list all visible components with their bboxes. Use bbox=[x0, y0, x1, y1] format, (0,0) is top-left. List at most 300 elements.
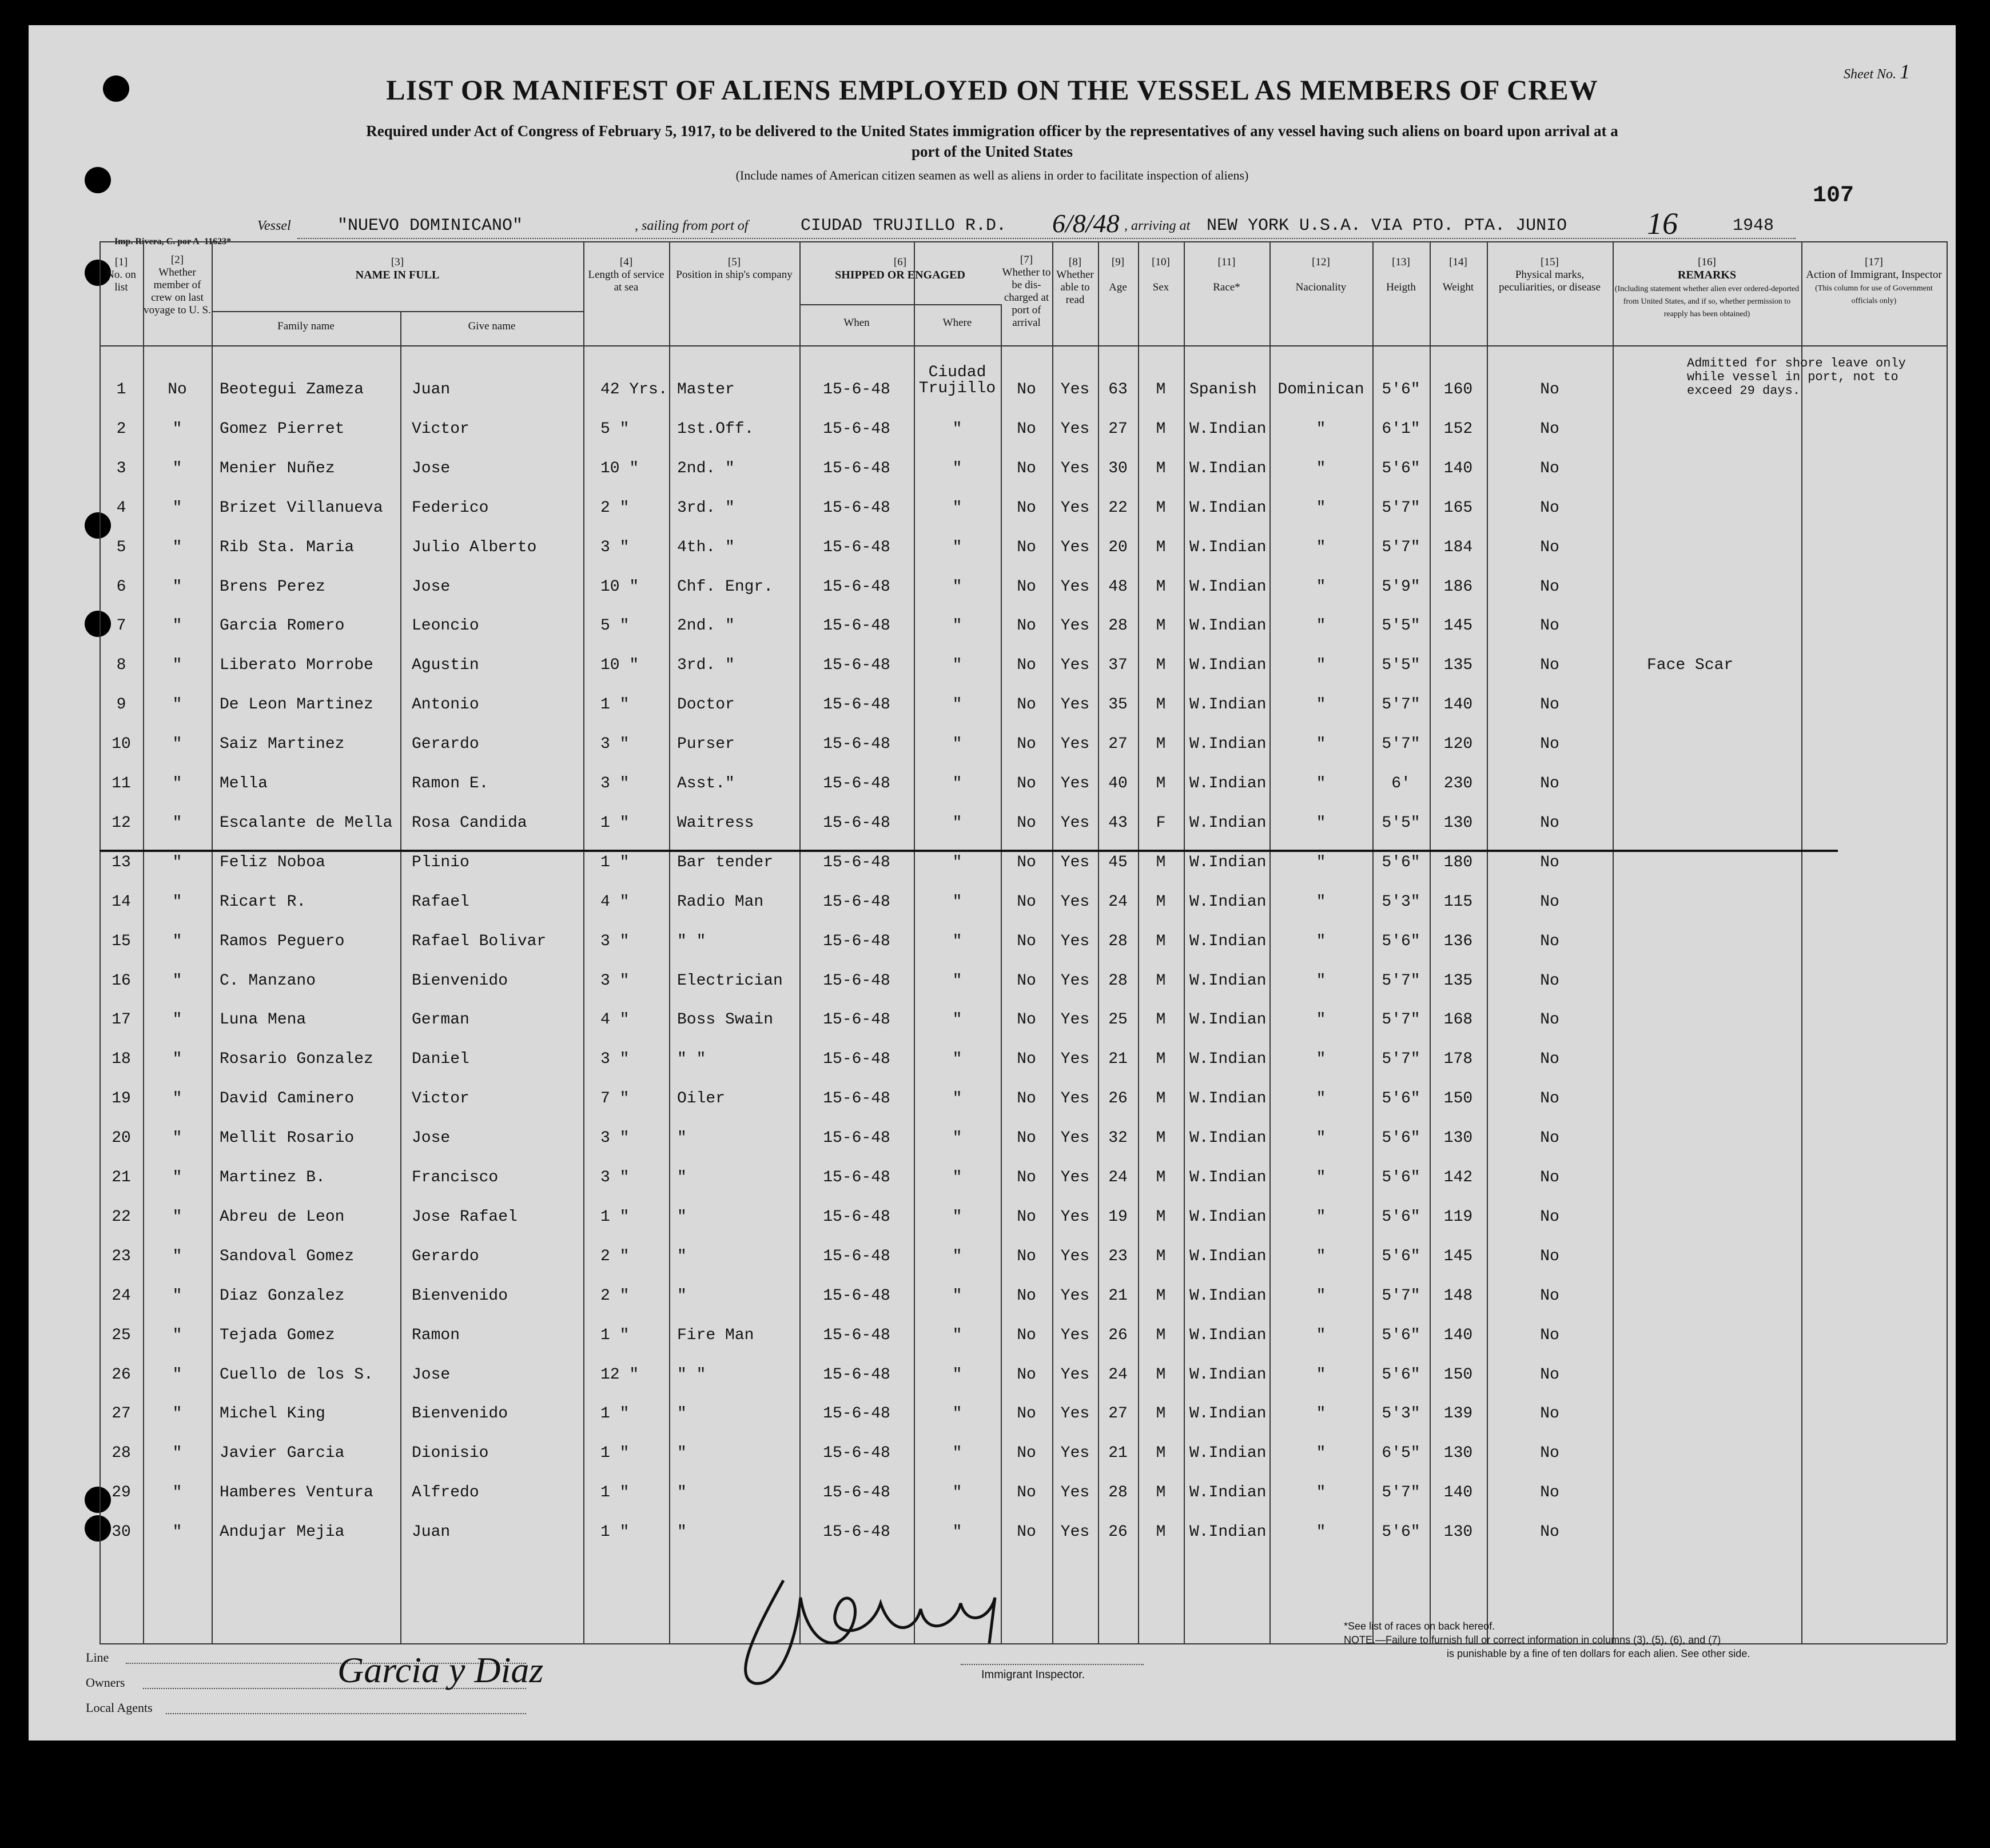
age-cell: 28 bbox=[1108, 1484, 1128, 1502]
nationality-cell: " bbox=[1316, 656, 1326, 675]
where-cell: Ciudad Trujillo bbox=[918, 364, 996, 397]
sex-cell: M bbox=[1156, 1208, 1166, 1226]
family-name-cell: Luna Mena bbox=[220, 1011, 307, 1029]
row-number: 17 bbox=[112, 1011, 131, 1029]
prev-voyage-cell: " bbox=[172, 1169, 182, 1186]
when-cell: 15-6-48 bbox=[823, 1169, 890, 1186]
given-name-cell: Jose Rafael bbox=[412, 1208, 518, 1226]
header-height: [13] Heigth bbox=[1386, 256, 1416, 293]
discharged-cell: No bbox=[1017, 932, 1036, 950]
height-cell: 5'7" bbox=[1382, 735, 1420, 754]
family-name-cell: Brizet Villanueva bbox=[220, 499, 383, 517]
table-row bbox=[29, 926, 1956, 960]
nationality-cell: " bbox=[1316, 1326, 1326, 1344]
vessel-name: "NUEVO DOMINICANO" bbox=[337, 216, 523, 236]
sex-cell: M bbox=[1156, 1169, 1166, 1186]
family-name-cell: De Leon Martinez bbox=[220, 696, 373, 714]
position-cell: Chf. Engr. bbox=[677, 578, 774, 596]
inspector-underline bbox=[961, 1664, 1144, 1665]
sex-cell: M bbox=[1156, 1484, 1166, 1502]
row-number: 11 bbox=[112, 775, 131, 792]
physical-marks-cell: No bbox=[1540, 1444, 1559, 1463]
service-cell: 1 " bbox=[600, 696, 630, 714]
discharged-cell: No bbox=[1017, 1247, 1036, 1265]
discharged-cell: No bbox=[1017, 459, 1036, 477]
read-cell: Yes bbox=[1060, 1208, 1090, 1226]
discharged-cell: No bbox=[1017, 1129, 1036, 1148]
discharged-cell: No bbox=[1017, 1287, 1036, 1305]
where-cell: " bbox=[952, 420, 962, 438]
row-number: 29 bbox=[112, 1484, 131, 1502]
given-name-cell: Daniel bbox=[412, 1050, 469, 1069]
given-name-cell: Jose bbox=[412, 1129, 451, 1148]
table-row bbox=[29, 1122, 1956, 1157]
nationality-cell: " bbox=[1316, 459, 1326, 477]
weight-cell: 140 bbox=[1443, 1484, 1473, 1502]
race-cell: W.Indian bbox=[1189, 538, 1267, 556]
read-cell: Yes bbox=[1060, 893, 1090, 911]
position-cell: 3rd. " bbox=[677, 499, 735, 517]
row-number: 13 bbox=[112, 853, 131, 871]
service-cell: 3 " bbox=[600, 775, 630, 792]
table-row bbox=[29, 453, 1956, 487]
service-cell: 1 " bbox=[600, 1208, 630, 1226]
given-name-cell: Jose bbox=[412, 578, 451, 596]
when-cell: 15-6-48 bbox=[823, 775, 890, 792]
service-cell: 10 " bbox=[600, 459, 639, 477]
height-cell: 5'7" bbox=[1382, 1050, 1420, 1069]
sex-cell: M bbox=[1156, 499, 1166, 517]
when-cell: 15-6-48 bbox=[823, 1050, 890, 1069]
physical-marks-cell: No bbox=[1540, 775, 1559, 792]
read-cell: Yes bbox=[1060, 1484, 1090, 1502]
weight-cell: 136 bbox=[1443, 932, 1473, 950]
given-name-cell: Victor bbox=[412, 420, 469, 438]
sheet-number: Sheet No. 1 bbox=[1844, 60, 1910, 83]
weight-cell: 184 bbox=[1443, 538, 1473, 556]
row-number: 1 bbox=[116, 381, 126, 399]
race-cell: W.Indian bbox=[1189, 1247, 1267, 1265]
where-cell: " bbox=[952, 617, 962, 635]
prev-voyage-cell: " bbox=[172, 1129, 182, 1148]
header-race: [11] Race* bbox=[1213, 256, 1240, 293]
age-cell: 19 bbox=[1108, 1208, 1128, 1226]
nationality-cell: " bbox=[1316, 696, 1326, 714]
where-cell: " bbox=[952, 814, 962, 832]
sex-cell: M bbox=[1156, 735, 1166, 754]
discharged-cell: No bbox=[1017, 578, 1036, 596]
age-cell: 35 bbox=[1108, 696, 1128, 714]
position-cell: " bbox=[677, 1405, 687, 1423]
race-cell: W.Indian bbox=[1189, 814, 1267, 832]
header-prev-voyage: [2] Whether member of crew on last voyage to U. S. bbox=[144, 254, 211, 316]
given-name-cell: Jose bbox=[412, 459, 451, 477]
row-number: 19 bbox=[112, 1090, 131, 1108]
weight-cell: 186 bbox=[1443, 578, 1473, 596]
where-cell: " bbox=[952, 656, 962, 675]
height-cell: 5'7" bbox=[1382, 1011, 1420, 1029]
age-cell: 32 bbox=[1108, 1129, 1128, 1148]
read-cell: Yes bbox=[1060, 1405, 1090, 1423]
where-cell: " bbox=[952, 893, 962, 911]
header-name: [3] NAME IN FULL bbox=[355, 256, 440, 281]
family-name-cell: Gomez Pierret bbox=[220, 420, 345, 438]
service-cell: 10 " bbox=[600, 656, 639, 675]
age-cell: 20 bbox=[1108, 538, 1128, 556]
height-cell: 5'6" bbox=[1382, 1169, 1420, 1186]
family-name-cell: Ricart R. bbox=[220, 893, 307, 911]
age-cell: 23 bbox=[1108, 1247, 1128, 1265]
family-name-cell: Feliz Noboa bbox=[220, 853, 325, 871]
age-cell: 27 bbox=[1108, 420, 1128, 438]
family-name-cell: Tejada Gomez bbox=[220, 1326, 335, 1344]
nationality-cell: " bbox=[1316, 1523, 1326, 1542]
given-name-cell: Julio Alberto bbox=[412, 538, 537, 556]
header-discharged: [7] Whether to be dis-charged at port of arrival bbox=[1002, 254, 1051, 329]
family-name-cell: Javier Garcia bbox=[220, 1444, 345, 1463]
physical-marks-cell: No bbox=[1540, 1405, 1559, 1423]
arriving-label: , arriving at bbox=[1124, 218, 1191, 233]
where-cell: " bbox=[952, 578, 962, 596]
physical-marks-cell: No bbox=[1540, 735, 1559, 754]
where-cell: " bbox=[952, 1090, 962, 1108]
vessel-underline bbox=[297, 238, 1796, 239]
read-cell: Yes bbox=[1060, 538, 1090, 556]
where-cell: " bbox=[952, 538, 962, 556]
height-cell: 5'6" bbox=[1382, 381, 1420, 399]
race-cell: W.Indian bbox=[1189, 1405, 1267, 1423]
position-cell: " bbox=[677, 1484, 687, 1502]
race-cell: W.Indian bbox=[1189, 1208, 1267, 1226]
weight-cell: 180 bbox=[1443, 853, 1473, 871]
race-cell: W.Indian bbox=[1189, 1011, 1267, 1029]
discharged-cell: No bbox=[1017, 1523, 1036, 1542]
given-name-cell: Ramon E. bbox=[412, 775, 489, 792]
service-cell: 3 " bbox=[600, 735, 630, 754]
family-name-cell: Brens Perez bbox=[220, 578, 325, 596]
weight-cell: 145 bbox=[1443, 617, 1473, 635]
row-strikethrough bbox=[100, 850, 1838, 852]
age-cell: 26 bbox=[1108, 1090, 1128, 1108]
age-cell: 24 bbox=[1108, 893, 1128, 911]
when-cell: 15-6-48 bbox=[823, 1208, 890, 1226]
weight-cell: 119 bbox=[1443, 1208, 1473, 1226]
when-cell: 15-6-48 bbox=[823, 893, 890, 911]
table-row bbox=[29, 650, 1956, 684]
age-cell: 48 bbox=[1108, 578, 1128, 596]
where-cell: " bbox=[952, 1208, 962, 1226]
header-sex: [10] Sex bbox=[1152, 256, 1170, 293]
sex-cell: M bbox=[1156, 420, 1166, 438]
given-name-cell: Agustin bbox=[412, 656, 479, 675]
subtitle-include: (Include names of American citizen seamen as well as aliens in order to facilitate inspection of aliens) bbox=[735, 168, 1249, 182]
position-cell: Oiler bbox=[677, 1090, 726, 1108]
race-cell: W.Indian bbox=[1189, 1090, 1267, 1108]
where-cell: " bbox=[952, 696, 962, 714]
header-service: [4] Length of service at sea bbox=[588, 256, 664, 293]
when-cell: 15-6-48 bbox=[823, 1090, 890, 1108]
family-name-cell: Mellit Rosario bbox=[220, 1129, 355, 1148]
sex-cell: M bbox=[1156, 1326, 1166, 1344]
when-cell: 15-6-48 bbox=[823, 735, 890, 754]
family-name-cell: Abreu de Leon bbox=[220, 1208, 345, 1226]
physical-marks-cell: No bbox=[1540, 1365, 1559, 1384]
sex-cell: M bbox=[1156, 1523, 1166, 1542]
race-cell: W.Indian bbox=[1189, 775, 1267, 792]
discharged-cell: No bbox=[1017, 656, 1036, 675]
family-name-cell: Garcia Romero bbox=[220, 617, 345, 635]
row-number: 26 bbox=[112, 1365, 131, 1384]
height-cell: 5'6" bbox=[1382, 1326, 1420, 1344]
service-cell: 3 " bbox=[600, 1169, 630, 1186]
read-cell: Yes bbox=[1060, 1247, 1090, 1265]
row-number: 18 bbox=[112, 1050, 131, 1069]
height-cell: 5'6" bbox=[1382, 1090, 1420, 1108]
when-cell: 15-6-48 bbox=[823, 578, 890, 596]
race-cell: W.Indian bbox=[1189, 1050, 1267, 1069]
table-row bbox=[29, 965, 1956, 999]
height-cell: 5'6" bbox=[1382, 1129, 1420, 1148]
height-cell: 5'3" bbox=[1382, 1405, 1420, 1423]
row-rule bbox=[100, 345, 1947, 346]
read-cell: Yes bbox=[1060, 814, 1090, 832]
physical-marks-cell: No bbox=[1540, 459, 1559, 477]
sex-cell: M bbox=[1156, 932, 1166, 950]
given-name-cell: Leoncio bbox=[412, 617, 479, 635]
row-number: 15 bbox=[112, 932, 131, 950]
physical-marks-cell: No bbox=[1540, 971, 1559, 990]
family-name-cell: Ramos Peguero bbox=[220, 932, 345, 950]
weight-cell: 150 bbox=[1443, 1090, 1473, 1108]
service-cell: 1 " bbox=[600, 1484, 630, 1502]
where-cell: " bbox=[952, 853, 962, 871]
physical-marks-cell: No bbox=[1540, 381, 1559, 399]
vessel-label: Vessel bbox=[257, 218, 291, 233]
age-cell: 28 bbox=[1108, 971, 1128, 990]
weight-cell: 139 bbox=[1443, 1405, 1473, 1423]
physical-marks-cell: No bbox=[1540, 1247, 1559, 1265]
sex-cell: M bbox=[1156, 578, 1166, 596]
prev-voyage-cell: " bbox=[172, 499, 182, 517]
given-name-cell: Dionisio bbox=[412, 1444, 489, 1463]
discharged-cell: No bbox=[1017, 617, 1036, 635]
nationality-cell: " bbox=[1316, 578, 1326, 596]
race-cell: W.Indian bbox=[1189, 459, 1267, 477]
weight-cell: 140 bbox=[1443, 459, 1473, 477]
age-cell: 21 bbox=[1108, 1287, 1128, 1305]
nationality-cell: " bbox=[1316, 1365, 1326, 1384]
sex-cell: M bbox=[1156, 775, 1166, 792]
local-agents-handwriting: Garcia y Diaz bbox=[337, 1650, 544, 1690]
service-cell: 3 " bbox=[600, 971, 630, 990]
read-cell: Yes bbox=[1060, 1444, 1090, 1463]
imprint: Imp. Rivera, C. por A -11623* bbox=[114, 237, 232, 246]
weight-cell: 130 bbox=[1443, 814, 1473, 832]
row-number: 4 bbox=[116, 499, 126, 517]
owners-label: Owners bbox=[86, 1675, 125, 1690]
position-cell: 3rd. " bbox=[677, 656, 735, 675]
family-name-cell: Saiz Martinez bbox=[220, 735, 345, 754]
given-name-cell: Antonio bbox=[412, 696, 479, 714]
where-cell: " bbox=[952, 735, 962, 754]
where-cell: " bbox=[952, 1169, 962, 1186]
where-cell: " bbox=[952, 971, 962, 990]
given-name-cell: Rafael Bolivar bbox=[412, 932, 547, 950]
arrival-year: 1948 bbox=[1733, 216, 1774, 236]
sex-cell: M bbox=[1156, 1247, 1166, 1265]
position-cell: " " bbox=[677, 1365, 706, 1384]
given-name-cell: Bienvenido bbox=[412, 1405, 508, 1423]
when-cell: 15-6-48 bbox=[823, 1326, 890, 1344]
row-number: 20 bbox=[112, 1129, 131, 1148]
prev-voyage-cell: " bbox=[172, 1247, 182, 1265]
age-cell: 24 bbox=[1108, 1365, 1128, 1384]
service-cell: 12 " bbox=[600, 1365, 639, 1384]
weight-cell: 115 bbox=[1443, 893, 1473, 911]
race-cell: W.Indian bbox=[1189, 1287, 1267, 1305]
sex-cell: F bbox=[1156, 814, 1166, 832]
physical-marks-cell: No bbox=[1540, 1169, 1559, 1186]
read-cell: Yes bbox=[1060, 1169, 1090, 1186]
table-row bbox=[29, 492, 1956, 527]
service-cell: 3 " bbox=[600, 1129, 630, 1148]
table-row bbox=[29, 413, 1956, 448]
weight-cell: 140 bbox=[1443, 696, 1473, 714]
family-name-cell: Andujar Mejia bbox=[220, 1523, 345, 1542]
height-cell: 5'6" bbox=[1382, 1208, 1420, 1226]
physical-marks-cell: No bbox=[1540, 1050, 1559, 1069]
service-cell: 3 " bbox=[600, 538, 630, 556]
read-cell: Yes bbox=[1060, 1365, 1090, 1384]
weight-cell: 120 bbox=[1443, 735, 1473, 754]
row-number: 10 bbox=[112, 735, 131, 754]
age-cell: 63 bbox=[1108, 381, 1128, 399]
race-cell: W.Indian bbox=[1189, 696, 1267, 714]
position-cell: Asst." bbox=[677, 775, 735, 792]
when-cell: 15-6-48 bbox=[823, 971, 890, 990]
discharged-cell: No bbox=[1017, 1169, 1036, 1186]
weight-cell: 178 bbox=[1443, 1050, 1473, 1069]
nationality-cell: " bbox=[1316, 893, 1326, 911]
weight-cell: 160 bbox=[1443, 381, 1473, 399]
header-shipped: [6] SHIPPED OR ENGAGED bbox=[835, 256, 965, 281]
sex-cell: M bbox=[1156, 656, 1166, 675]
when-cell: 15-6-48 bbox=[823, 656, 890, 675]
prev-voyage-cell: " bbox=[172, 1011, 182, 1029]
position-cell: " bbox=[677, 1523, 687, 1542]
agents-underline bbox=[166, 1713, 526, 1714]
family-name-cell: Escalante de Mella bbox=[220, 814, 393, 832]
sex-cell: M bbox=[1156, 893, 1166, 911]
row-number: 23 bbox=[112, 1247, 131, 1265]
sex-cell: M bbox=[1156, 617, 1166, 635]
remarks-cell: Face Scar bbox=[1647, 656, 1734, 675]
table-row bbox=[29, 1044, 1956, 1078]
height-cell: 5'5" bbox=[1382, 656, 1420, 675]
where-cell: " bbox=[952, 1365, 962, 1384]
race-cell: W.Indian bbox=[1189, 420, 1267, 438]
read-cell: Yes bbox=[1060, 420, 1090, 438]
service-cell: 5 " bbox=[600, 420, 630, 438]
header-position: [5] Position in ship's company bbox=[676, 256, 793, 281]
race-cell: W.Indian bbox=[1189, 971, 1267, 990]
when-cell: 15-6-48 bbox=[823, 696, 890, 714]
sex-cell: M bbox=[1156, 1365, 1166, 1384]
family-name-cell: Beotegui Zameza bbox=[220, 381, 364, 399]
table-row bbox=[29, 532, 1956, 566]
height-cell: 6'1" bbox=[1382, 420, 1420, 438]
nationality-cell: " bbox=[1316, 735, 1326, 754]
table-row bbox=[29, 356, 1956, 408]
weight-cell: 152 bbox=[1443, 420, 1473, 438]
nationality-cell: " bbox=[1316, 1247, 1326, 1265]
weight-cell: 145 bbox=[1443, 1247, 1473, 1265]
physical-marks-cell: No bbox=[1540, 1326, 1559, 1344]
table-row bbox=[29, 1162, 1956, 1196]
row-number: 9 bbox=[116, 696, 126, 714]
race-cell: W.Indian bbox=[1189, 735, 1267, 754]
nationality-cell: " bbox=[1316, 499, 1326, 517]
read-cell: Yes bbox=[1060, 578, 1090, 596]
service-cell: 5 " bbox=[600, 617, 630, 635]
weight-cell: 168 bbox=[1443, 1011, 1473, 1029]
prev-voyage-cell: " bbox=[172, 1208, 182, 1226]
row-number: 30 bbox=[112, 1523, 131, 1542]
when-cell: 15-6-48 bbox=[823, 1365, 890, 1384]
departure-port: CIUDAD TRUJILLO R.D. bbox=[801, 216, 1007, 236]
header-when: When bbox=[843, 317, 870, 329]
where-cell: " bbox=[952, 932, 962, 950]
row-number: 12 bbox=[112, 814, 131, 832]
row-number: 24 bbox=[112, 1287, 131, 1305]
row-number: 14 bbox=[112, 893, 131, 911]
physical-marks-cell: No bbox=[1540, 1090, 1559, 1108]
where-cell: " bbox=[952, 775, 962, 792]
header-weight: [14] Weight bbox=[1442, 256, 1474, 293]
family-name-cell: Rib Sta. Maria bbox=[220, 538, 355, 556]
when-cell: 15-6-48 bbox=[823, 1444, 890, 1463]
prev-voyage-cell: " bbox=[172, 775, 182, 792]
family-name-cell: Diaz Gonzalez bbox=[220, 1287, 345, 1305]
when-cell: 15-6-48 bbox=[823, 1523, 890, 1542]
position-cell: " bbox=[677, 1444, 687, 1463]
prev-voyage-cell: " bbox=[172, 1090, 182, 1108]
table-row bbox=[29, 1477, 1956, 1511]
service-cell: 2 " bbox=[600, 1287, 630, 1305]
table-row bbox=[29, 728, 1956, 763]
age-cell: 30 bbox=[1108, 459, 1128, 477]
race-cell: W.Indian bbox=[1189, 1523, 1267, 1542]
sex-cell: M bbox=[1156, 1050, 1166, 1069]
table-row bbox=[29, 1241, 1956, 1275]
row-number: 2 bbox=[116, 420, 126, 438]
race-cell: W.Indian bbox=[1189, 499, 1267, 517]
height-cell: 5'6" bbox=[1382, 459, 1420, 477]
read-cell: Yes bbox=[1060, 381, 1090, 399]
age-cell: 45 bbox=[1108, 853, 1128, 871]
prev-voyage-cell: " bbox=[172, 1050, 182, 1069]
position-cell: " bbox=[677, 1129, 687, 1148]
service-cell: 42 Yrs. bbox=[600, 381, 668, 399]
weight-cell: 135 bbox=[1443, 971, 1473, 990]
age-cell: 22 bbox=[1108, 499, 1128, 517]
physical-marks-cell: No bbox=[1540, 696, 1559, 714]
age-cell: 25 bbox=[1108, 1011, 1128, 1029]
arrival-day: 16 bbox=[1647, 206, 1678, 241]
weight-cell: 140 bbox=[1443, 1326, 1473, 1344]
prev-voyage-cell: " bbox=[172, 853, 182, 871]
age-cell: 21 bbox=[1108, 1050, 1128, 1069]
